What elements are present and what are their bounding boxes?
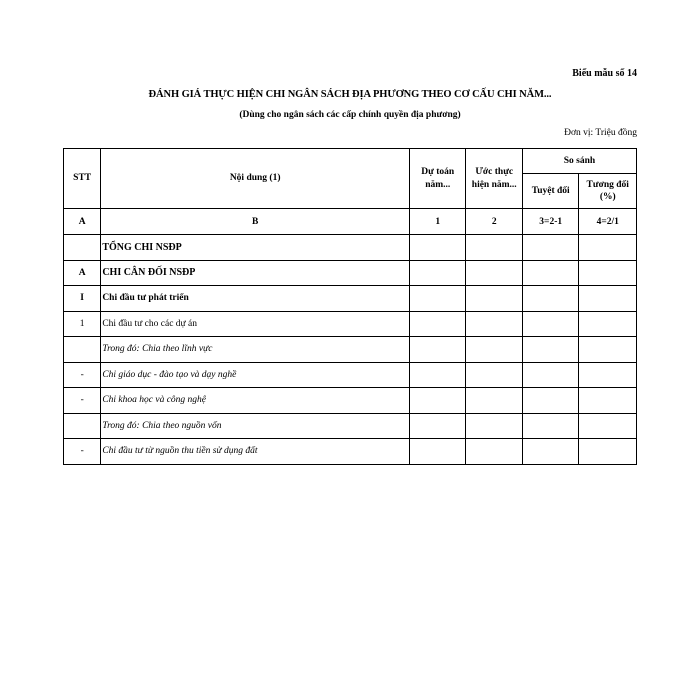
index-cell: 3=2-1 — [522, 209, 578, 235]
table-row — [64, 439, 637, 465]
table-row — [64, 413, 637, 439]
row-content: Trong đó: Chia theo lĩnh vực — [101, 337, 410, 363]
header-stt: STT — [64, 149, 101, 209]
table-row — [64, 260, 637, 286]
row-content: Chi khoa học và công nghệ — [101, 388, 410, 414]
table-row — [64, 362, 637, 388]
row-stt — [64, 413, 101, 439]
table-row — [64, 311, 637, 337]
row-content: TỔNG CHI NSĐP — [101, 235, 410, 261]
row-stt: I — [64, 286, 101, 312]
row-stt — [64, 235, 101, 261]
row-content: Chi đầu tư phát triển — [101, 286, 410, 312]
table-row — [64, 235, 637, 261]
document-subtitle: (Dùng cho ngân sách các cấp chính quyền địa phương) — [239, 110, 461, 120]
table-row — [64, 337, 637, 363]
row-content: Chi đầu tư cho các dự án — [101, 311, 410, 337]
row-stt — [64, 337, 101, 363]
header-content: Nội dung (1) — [101, 149, 410, 209]
unit-label: Đơn vị: Triệu đồng — [564, 128, 637, 138]
row-stt: A — [64, 260, 101, 286]
row-stt: - — [64, 439, 101, 465]
header-absolute: Tuyệt đối — [522, 174, 578, 209]
row-content: Chi giáo dục - đào tạo và dạy nghề — [101, 362, 410, 388]
row-content: Trong đó: Chia theo nguồn vốn — [101, 413, 410, 439]
index-cell: 2 — [466, 209, 522, 235]
header-compare: So sánh — [522, 149, 636, 174]
table-row — [64, 286, 637, 312]
row-stt: - — [64, 388, 101, 414]
budget-table — [63, 148, 637, 465]
index-cell: B — [101, 209, 410, 235]
table-row — [64, 388, 637, 414]
header-forecast: Ước thực hiện năm... — [466, 149, 522, 209]
row-stt: 1 — [64, 311, 101, 337]
index-cell: 1 — [410, 209, 466, 235]
header-estimate: Dự toán năm... — [410, 149, 466, 209]
row-stt: - — [64, 362, 101, 388]
index-row — [64, 209, 637, 235]
row-content: CHI CÂN ĐỐI NSĐP — [101, 260, 410, 286]
index-cell: 4=2/1 — [579, 209, 637, 235]
form-number: Biểu mẫu số 14 — [572, 68, 637, 79]
row-content: Chi đầu tư từ nguồn thu tiền sử dụng đất — [101, 439, 410, 465]
document-title: ĐÁNH GIÁ THỰC HIỆN CHI NGÂN SÁCH ĐỊA PHƯƠNG THEO CƠ CẤU CHI NĂM... — [148, 89, 552, 100]
header-relative: Tương đối (%) — [579, 174, 637, 209]
index-cell: A — [64, 209, 101, 235]
